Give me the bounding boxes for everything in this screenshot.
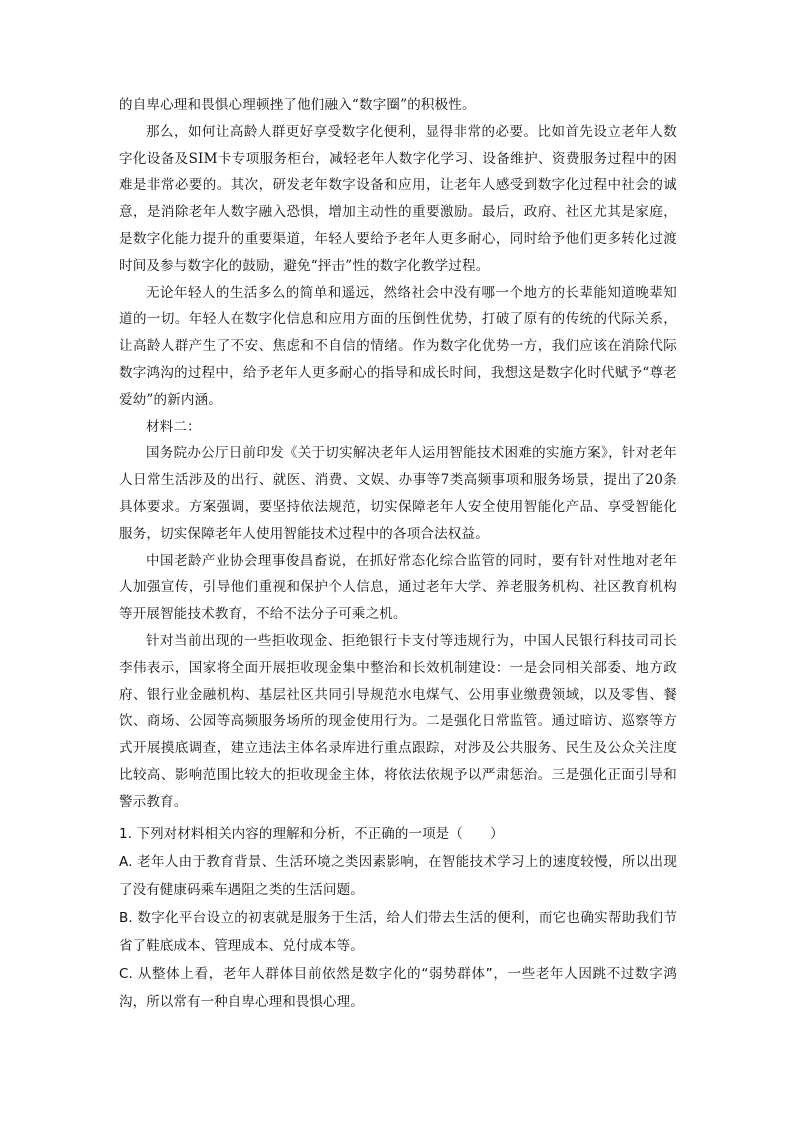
- paragraph: 中国老龄产业协会理事俊昌畜说，在抓好常态化综合监管的同时，要有针对性地对老年人加强宣传，引导他们重视和保护个人信息，通过老年大学、养老服务机构、社区教育机构等开展智能技术教育，不给不法分子可乘之机。: [119, 552, 677, 623]
- option-c: C. 从整体上看，老年人群体目前依然是数字化的“弱势群体”，一些老年人因跳不过数字鸿沟，所以常有一种自卑心理和畏惧心理。: [119, 965, 677, 1010]
- paragraph: 针对当前出现的一些拒收现金、拒绝银行卡支付等违规行为，中国人民银行科技司司长李伟表示，国家将全面开展拒收现金集中整治和长效机制建设：一是会同相关部委、地方政府、银行业金融机构、基层社区共同引导规范水电煤气、公用事业缴费领域，以及零售、餐饮、商场、公园等高频服务场所的现金使用行为。二是强化日常监管。通过暗访、巡察等方式开展摸底调查，建立违法主体名录库进行重点跟踪，对涉及公共服务、民生及公众关注度比较高、影响范围比较大的拒收现金主体，将依法依规予以严肃惩治。三是强化正面引导和警示教育。: [119, 632, 677, 810]
- paragraph-continuation: 的自卑心理和畏惧心理顿挫了他们融入“数字圈”的积极性。: [119, 97, 476, 113]
- material-two-label: 材料二：: [146, 418, 201, 435]
- question-1: [119, 820, 677, 1016]
- question-stem: 1. 下列对材料相关内容的理解和分析，不正确的一项是（ ）: [119, 825, 504, 842]
- paragraph: 无论年轻人的生活多么的简单和遥远，然络社会中没有哪一个地方的长辈能知道晚辈知道的一切。年轻人在数字化信息和应用方面的压倒性优势，打破了原有的传统的代际关系，让高龄人群产生了不安、焦虑和不自信的情绪。作为数字化优势一方，我们应该在消除代际数字鸿沟的过程中，给予老年人更多耐心的指导和成长时间，我想这是数字化时代赋予“尊老爱幼”的新内涵。: [119, 284, 677, 408]
- option-b: B. 数字化平台设立的初衷就是服务于生活，给人们带去生活的便利，而它也确实帮助我们节省了鞋底成本、管理成本、兑付成本等。: [119, 909, 677, 954]
- paragraph: 国务院办公厅日前印发《关于切实解决老年人运用智能技术困难的实施方案》，针对老年人日常生活涉及的出行、就医、消费、文娱、办事等7类高频事项和服务场景，提出了20条具体要求。方案强调，要坚持依法规范，切实保障老年人安全使用智能化产品、享受智能化服务，切实保障老年人使用智能技术过程中的各项合法权益。: [119, 445, 677, 542]
- paragraph: 那么，如何让高龄人群更好享受数字化便利，显得非常的必要。比如首先设立老年人数字化设备及SIM卡专项服务柜台，减轻老年人数字化学习、设备维护、资费服务过程中的困难是非常必要的。其次，研发老年数字设备和应用，让老年人感受到数字化过程中社会的诚意，是消除老年人数字融入恐惧，增加主动性的重要激励。最后，政府、社区尤其是家庭，是数字化能力提升的重要渠道，年轻人要给予老年人更多耐心，同时给予他们更多转化过渡时间及参与数字化的鼓励，避免“抨击”性的数字化教学过程。: [119, 123, 677, 274]
- reading-material: [119, 92, 677, 816]
- option-a: A. 老年人由于教育背景、生活环境之类因素影响，在智能技术学习上的速度较慢，所以出现了没有健康码乘车遇阻之类的生活问题。: [119, 853, 677, 898]
